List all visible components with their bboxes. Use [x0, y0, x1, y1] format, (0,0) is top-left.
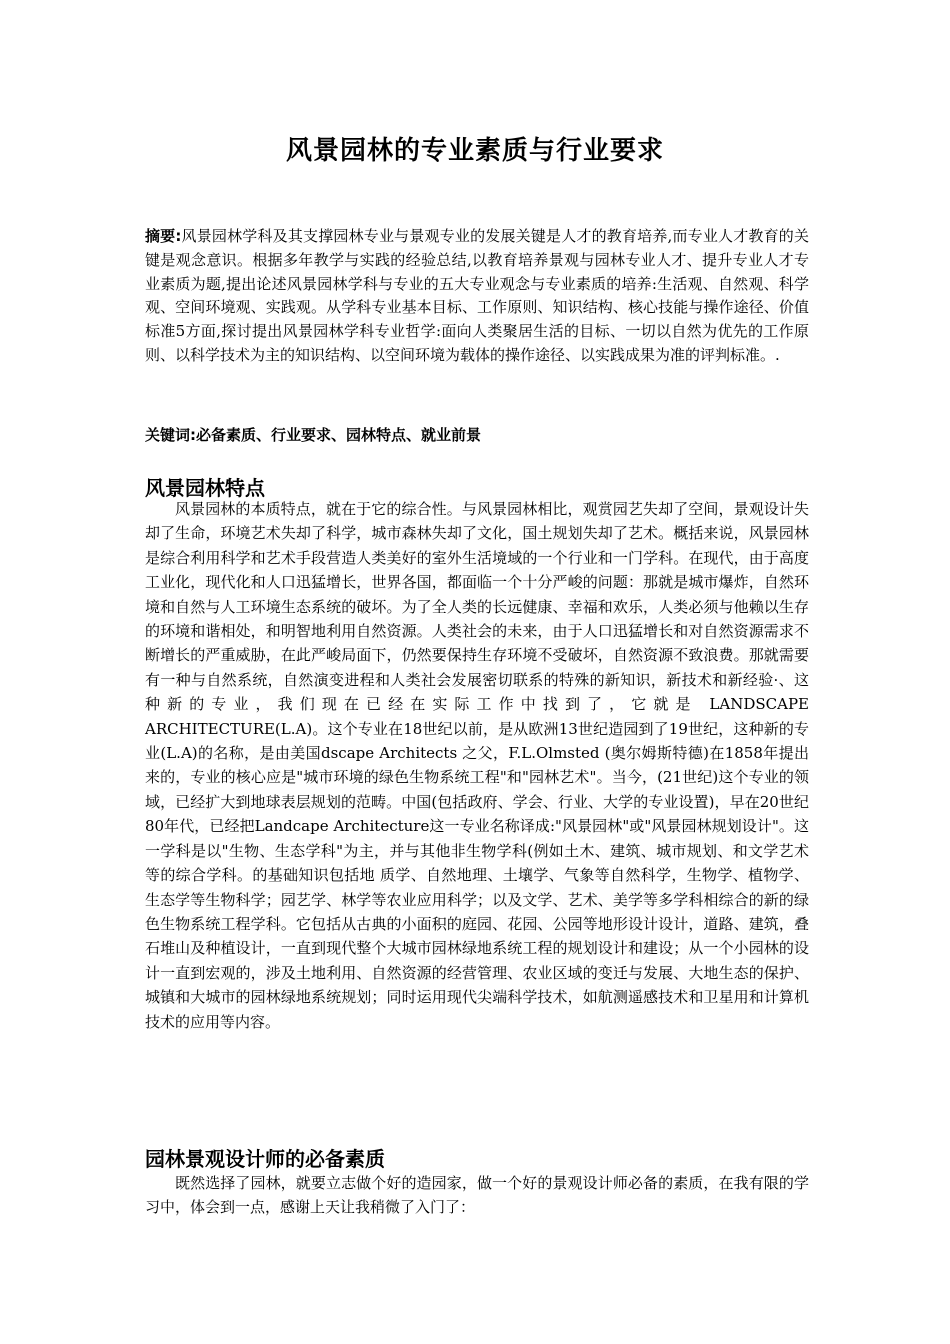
keywords: 关键词:必备素质、行业要求、园林特点、就业前景 [145, 426, 482, 444]
section-heading-qualities: 园林景观设计师的必备素质 [145, 1147, 385, 1171]
section-body-qualities: 既然选择了园林，就要立志做个好的造园家，做一个好的景观设计师必备的素质，在我有限的学习中，体会到一点，感谢上天让我稍微了入门了： [145, 1174, 809, 1217]
document-title: 风景园林的专业素质与行业要求 [285, 136, 664, 166]
abstract-label: 摘要: [145, 227, 182, 245]
section-heading-features: 风景园林特点 [145, 476, 265, 500]
section-body-features: 风景园林的本质特点，就在于它的综合性。与风景园林相比，观赏园艺失却了空间，景观设计失却了生命，环境艺术失却了科学，城市森林失却了文化，国土规划失却了艺术。概括来说，风景园林是综合利用科学和艺术手段营造人类美好的室外生活境域的一个行业和一门学科。在现代，由于高度工业化，现代化和人口迅猛增长，世界各国，都面临一个十分严峻的问题：那就是城市爆炸，自然环境和自然与人工环境生态系统的破坏。为了全人类的长远健康、幸福和欢乐，人类必须与他赖以生存的环境和谐相处，和明智地利用自然资源。人类社会的未来，由于人口迅猛增长和对自然资源需求不断增长的严重威胁，在此严峻局面下，仍然要保持生存环境不受破坏，自然资源不致浪费。那就需要有一种与自然系统，自然演变进程和人类社会发展密切联系的特殊的新知识，新技术和新经验·、这种新的专业，我们现在已经在实际工作中找到了，它就是 LANDSCAPE ARCHITECTURE(L.A)。这个专业在18世纪以前，是从欧洲13世纪造园到了19世纪，这种新的专业(L.A)的名称，是由美国dscape Architects 之父，F.L.Olmsted (奥尔姆斯特德)在1858年提出来的，专业的核心应是"城市环境的绿色生物系统工程"和"园林艺术"。当今，(21世纪)这个专业的领域，已经扩大到地球表层规划的范畴。中国(包括政府、学会、行业、大学的专业设置)，早在20世纪80年代，已经把Landcape Architecture这一专业名称译成:"风景园林"或"风景园林规划设计"。这一学科是以"生物、生态学科"为主，并与其他非生物学科(例如土木、建筑、城市规划、和文学艺术等的综合学科。的基础知识包括地 质学、自然地理、土壤学、气象等自然科学，生物学、植物学、生态学等生物科学；园艺学、林学等农业应用科学；以及文学、艺术、美学等多学科相综合的新的绿色生物系统工程学科。它包括从古典的小面积的庭园、花园、公园等地形设计设计，道路、建筑，叠石堆山及种植设计，一直到现代整个大城市园林绿地系统工程的规划设计和建设；从一个小园林的设计一直到宏观的，涉及土地利用、自然资源的经营管理、农业区域的变迁与发展、大地生态的保护、城镇和大城市的园林绿地系统规划；同时运用现代尖端科学技术，如航测遥感技术和卫星用和计算机技术的应用等内容。 [145, 500, 809, 1031]
abstract [145, 225, 809, 368]
abstract-text: 风景园林学科及其支撑园林专业与景观专业的发展关键是人才的教育培养,而专业人才教育的关键是观念意识。根据多年教学与实践的经验总结,以教育培养景观与园林专业人才、提升专业人才专业素质为题,提出论述风景园林学科与专业的五大专业观念与专业素质的培养:生活观、自然观、科学观、空间环境观、实践观。从学科专业基本目标、工作原则、知识结构、核心技能与操作途径、价值标准5方面,探讨提出风景园林学科专业哲学:面向人类聚居生活的目标、一切以自然为优先的工作原则、以科学技术为主的知识结构、以空间环境为载体的操作途径、以实践成果为准的评判标准。. [145, 227, 809, 364]
